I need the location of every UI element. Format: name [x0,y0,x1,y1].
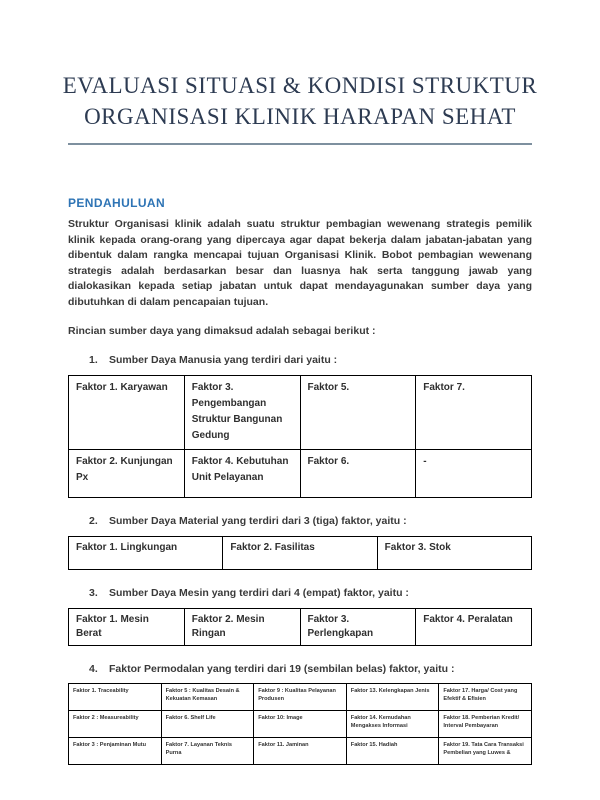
sumber-daya-manusia-table [68,375,532,498]
table-cell: Faktor 7. Layanan Teknis Purna [161,737,254,764]
table-cell: Faktor 14. Kemudahan Mengakses Informasi [346,710,439,737]
table-cell: Faktor 1. Mesin Berat [69,608,185,645]
list-number: 3. [89,586,98,599]
list-item-3 [68,587,532,599]
table-cell: Faktor 2. Fasilitas [223,536,377,569]
table-cell: Faktor 10: Image [254,710,347,737]
table-cell: Faktor 11. Jaminan [254,737,347,764]
table-cell: Faktor 6. Shelf Life [161,710,254,737]
list-number: 2. [89,514,98,527]
list-number: 1. [89,353,98,366]
table-cell: Faktor 1. Traceability [69,683,162,710]
table-cell: Faktor 4. Kebutuhan Unit Pelayanan [184,449,300,497]
table-cell: Faktor 19. Tata Cara Transaksi Pembelian yang Luwes & [439,737,532,764]
intro-paragraph: Struktur Organisasi klinik adalah suatu struktur pembagian wewenang strategis pemilik klinik kepada orang-orang yang dipercaya agar dapat bekerja dalam jabatan-jabatan yang dibentuk dalam rangka mencapai tujuan Organisasi Klinik. Bobot pembagian wewenang strategis adalah berdasarkan besar dan luasnya hak serta tanggung jawab yang dialokasikan kepada setiap jabatan untuk dapat mendayagunakan sumber daya yang dibutuhkan di dalam pencapaian tujuan. [68,218,532,308]
table-cell: Faktor 15. Hadiah [346,737,439,764]
table-cell: Faktor 3. Stok [377,536,531,569]
document-title [0,0,600,132]
table-cell: Faktor 2. Mesin Ringan [184,608,300,645]
list-item-4 [68,663,532,675]
title-line-2: ORGANISASI KLINIK HARAPAN SEHAT [84,104,516,129]
list-label: Sumber Daya Manusia yang terdiri dari yaitu : [109,353,338,366]
list-label: Faktor Permodalan yang terdiri dari 19 (sembilan belas) faktor, yaitu : [109,662,455,675]
table-cell: Faktor 3. Perlengkapan [300,608,416,645]
table-cell: Faktor 1. Lingkungan [69,536,223,569]
table-cell: Faktor 3 : Penjaminan Mutu [69,737,162,764]
table-cell: Faktor 5 : Kualitas Desain & Kekuatan Kemasan [161,683,254,710]
table-cell: Faktor 5. [300,375,416,449]
sumber-daya-material-table [68,536,532,570]
table-row [69,737,532,764]
table-cell: Faktor 6. [300,449,416,497]
pendahuluan-heading: PENDAHULUAN [68,196,166,210]
lead-sentence: Rincian sumber daya yang dimaksud adalah sebagai berikut : [68,324,376,337]
sumber-daya-mesin-table [68,608,532,646]
table-cell: Faktor 3. Pengembangan Struktur Bangunan Gedung [184,375,300,449]
table-row [69,536,532,569]
list-label: Sumber Daya Material yang terdiri dari 3 (tiga) faktor, yaitu : [109,514,407,527]
table-cell: Faktor 18. Pemberian Kredit/ Interval Pembayaran [439,710,532,737]
table-row [69,683,532,710]
table-cell: Faktor 2 : Measureability [69,710,162,737]
table-cell: Faktor 9 : Kualitas Pelayanan Produsen [254,683,347,710]
title-line-1: EVALUASI SITUASI & KONDISI STRUKTUR [62,73,538,98]
list-label: Sumber Daya Mesin yang terdiri dari 4 (empat) faktor, yaitu : [109,586,409,599]
table-row [69,375,532,449]
faktor-permodalan-table [68,683,532,765]
document-body [68,196,532,765]
table-cell: Faktor 2. Kunjungan Px [69,449,185,497]
table-cell: Faktor 1. Karyawan [69,375,185,449]
table-row [69,710,532,737]
table-row [69,608,532,645]
list-number: 4. [89,662,98,675]
table-cell: Faktor 13. Kelengkapan Jenis [346,683,439,710]
table-row [69,449,532,497]
table-cell: Faktor 4. Peralatan [416,608,532,645]
table-cell: Faktor 17. Harga/ Cost yang Efektif & Efisien [439,683,532,710]
title-underline [68,143,532,145]
list-item-1 [68,354,532,366]
table-cell: Faktor 7. [416,375,532,449]
list-item-2 [68,515,532,527]
table-cell: - [416,449,532,497]
